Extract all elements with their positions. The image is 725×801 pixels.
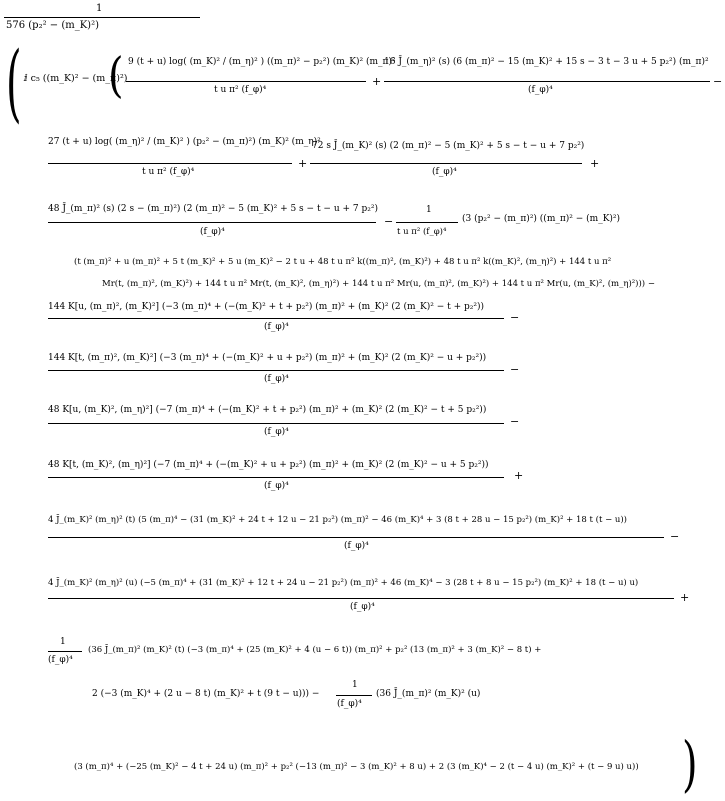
row3-term-e-numerator: 48 J̄_(m_π)² (s) (2 s − (m_π)²) (2 (m_π)² − 5 (m_K)² + 5 s − t − u + 7 p₂²)	[48, 204, 378, 214]
outer-close-paren: )	[682, 730, 698, 800]
row1-minus: −	[713, 75, 723, 88]
row6-denominator: (f_φ)⁴	[264, 374, 289, 384]
row6-operator: −	[510, 363, 520, 376]
row12-frac-numerator: 1	[352, 680, 358, 690]
prefactor-numerator: 1	[96, 3, 103, 14]
row9-numerator: 4 J̄_(m_K)² (m_η)² (t) (5 (m_π)⁴ − (31 (m_K)² + 24 t + 12 u − 21 p₂²) (m_π)² − 46 (m_K)⁴ + 3 (8 t + 28 u − 15 p₂²) (m_K)² + 18 t (t − u))	[48, 515, 628, 525]
row4-line2: Mr(t, (m_π)², (m_K)²) + 144 t u π² Mr(t, (m_K)², (m_η)²) + 144 t u π² Mr(u, (m_π)², (m_K)²) + 144 t u π² Mr(u, (m_K)², (m_η)²))) −	[102, 279, 655, 289]
row7-operator: −	[510, 415, 520, 428]
row3-term-f-tail: (3 (p₂² − (m_π)²) ((m_π)² − (m_K)²)	[462, 214, 621, 224]
row10-bar	[48, 598, 674, 599]
row5-operator: −	[510, 311, 520, 324]
row4-line1: (t (m_π)² + u (m_π)² + 5 t (m_K)² + 5 u (m_K)² − 2 t u + 48 t u π² k((m_π)², (m_K)²) + 48 t u π² k((m_K)², (m_η)²) + 144 t u π²	[74, 257, 612, 267]
row5-numerator: 144 K[u, (m_π)², (m_K)²] (−3 (m_π)⁴ + (−(m_K)² + t + p₂²) (m_π)² + (m_K)² (2 (m_K)² − t + p₂²))	[48, 302, 484, 312]
row3-term-f-numerator: 1	[426, 205, 432, 215]
row11-denominator: (f_φ)⁴	[48, 655, 73, 665]
row8-numerator: 48 K[t, (m_K)², (m_η)²] (−7 (m_π)⁴ + (−(m_K)² + u + p₂²) (m_π)² + (m_K)² (2 (m_K)² − u + 5 p₂²))	[48, 460, 489, 470]
prefactor-fraction-bar	[4, 17, 200, 18]
row2-term-d-denominator: (f_φ)⁴	[432, 167, 457, 177]
row1-open-paren: (	[108, 48, 124, 104]
row7-bar	[48, 423, 504, 424]
row2-plus: +	[298, 157, 308, 170]
row2-term-d-numerator: 72 s J̄_(m_K)² (s) (2 (m_π)² − 5 (m_K)² + 5 s − t − u + 7 p₂²)	[312, 141, 585, 151]
row1-term-b-bar	[384, 81, 710, 82]
row11-tail: (36 J̄_(m_π)² (m_K)² (t) (−3 (m_π)⁴ + (25 (m_K)² + 4 (u − 6 t)) (m_π)² + p₂² (13 (m_π)² + 3 (m_K)² − 8 t) +	[88, 645, 542, 655]
row3-minus: −	[384, 215, 394, 228]
row1-term-b-denominator: (f_φ)⁴	[528, 85, 553, 95]
row9-denominator: (f_φ)⁴	[344, 541, 369, 551]
row1-term-a-denominator: t u π² (f_φ)⁴	[214, 85, 267, 95]
row12-frac-bar	[336, 695, 372, 696]
row1-plus: +	[372, 75, 382, 88]
row3-term-f-bar	[396, 222, 458, 223]
row3-term-f-denominator: t u π² (f_φ)⁴	[397, 227, 447, 237]
row10-denominator: (f_φ)⁴	[350, 602, 375, 612]
row5-denominator: (f_φ)⁴	[264, 322, 289, 332]
row1-term-a-numerator: 9 (t + u) log( (m_K)² / (m_η)² ) ((m_π)² − p₂²) (m_K)² (m_π)²	[128, 57, 396, 67]
row12-tail: (36 J̄_(m_π)² (m_K)² (u)	[376, 689, 481, 699]
row3-term-e-bar	[48, 222, 376, 223]
row11-bar	[48, 651, 82, 652]
row10-numerator: 4 J̄_(m_K)² (m_η)² (u) (−5 (m_π)⁴ + (31 (m_K)² + 12 t + 24 u − 21 p₂²) (m_π)² + 46 (m_K)⁴ − 3 (28 t + 8 u − 15 p₂²) (m_K)² + 18 (t − u) u)	[48, 578, 639, 588]
row9-bar	[48, 537, 664, 538]
row10-operator: +	[680, 591, 690, 604]
row13-line: (3 (m_π)⁴ + (−25 (m_K)² − 4 t + 24 u) (m_π)² + p₂² (−13 (m_π)² − 3 (m_K)² + 8 u) + 2 (3 (m_K)⁴ − 2 (t − 4 u) (m_K)² + (t − 9 u) u))	[74, 762, 639, 772]
row2-plus2: +	[590, 157, 600, 170]
row1-term-b-numerator: 16 J̄_(m_η)² (s) (6 (m_π)² − 15 (m_K)² + 15 s − 3 t − 3 u + 5 p₂²) (m_π)²	[384, 57, 709, 67]
row1-term-a-bar	[126, 81, 366, 82]
row9-operator: −	[670, 530, 680, 543]
row6-bar	[48, 370, 504, 371]
prefactor-denominator: 576 (p₂² − (m_K)²)	[6, 20, 99, 31]
row7-denominator: (f_φ)⁴	[264, 427, 289, 437]
row7-numerator: 48 K[u, (m_K)², (m_η)²] (−7 (m_π)⁴ + (−(m_K)² + t + p₂²) (m_π)² + (m_K)² (2 (m_K)² − t + 5 p₂²))	[48, 405, 487, 415]
row8-operator: +	[514, 469, 524, 482]
row6-numerator: 144 K[t, (m_π)², (m_K)²] (−3 (m_π)⁴ + (−(m_K)² + u + p₂²) (m_π)² + (m_K)² (2 (m_K)² − u + p₂²))	[48, 353, 487, 363]
outer-open-paren: (	[6, 35, 22, 133]
row8-bar	[48, 477, 504, 478]
row2-term-c-denominator: t u π² (f_φ)⁴	[142, 167, 195, 177]
row8-denominator: (f_φ)⁴	[264, 481, 289, 491]
row12-line: 2 (−3 (m_K)⁴ + (2 u − 8 t) (m_K)² + t (9 t − u))) −	[92, 689, 320, 699]
row12-frac-denominator: (f_φ)⁴	[337, 699, 362, 709]
row11-numerator: 1	[60, 637, 66, 647]
row5-bar	[48, 318, 504, 319]
row2-term-c-numerator: 27 (t + u) log( (m_η)² / (m_K)² ) (p₂² − (m_π)²) (m_K)² (m_η)²	[48, 137, 321, 147]
row1-prefix: ⅈ c₅ ((m_K)² − (m_π)²)	[24, 73, 128, 84]
row3-term-e-denominator: (f_φ)⁴	[200, 227, 225, 237]
row2-term-d-bar	[310, 163, 582, 164]
row2-term-c-bar	[48, 163, 292, 164]
